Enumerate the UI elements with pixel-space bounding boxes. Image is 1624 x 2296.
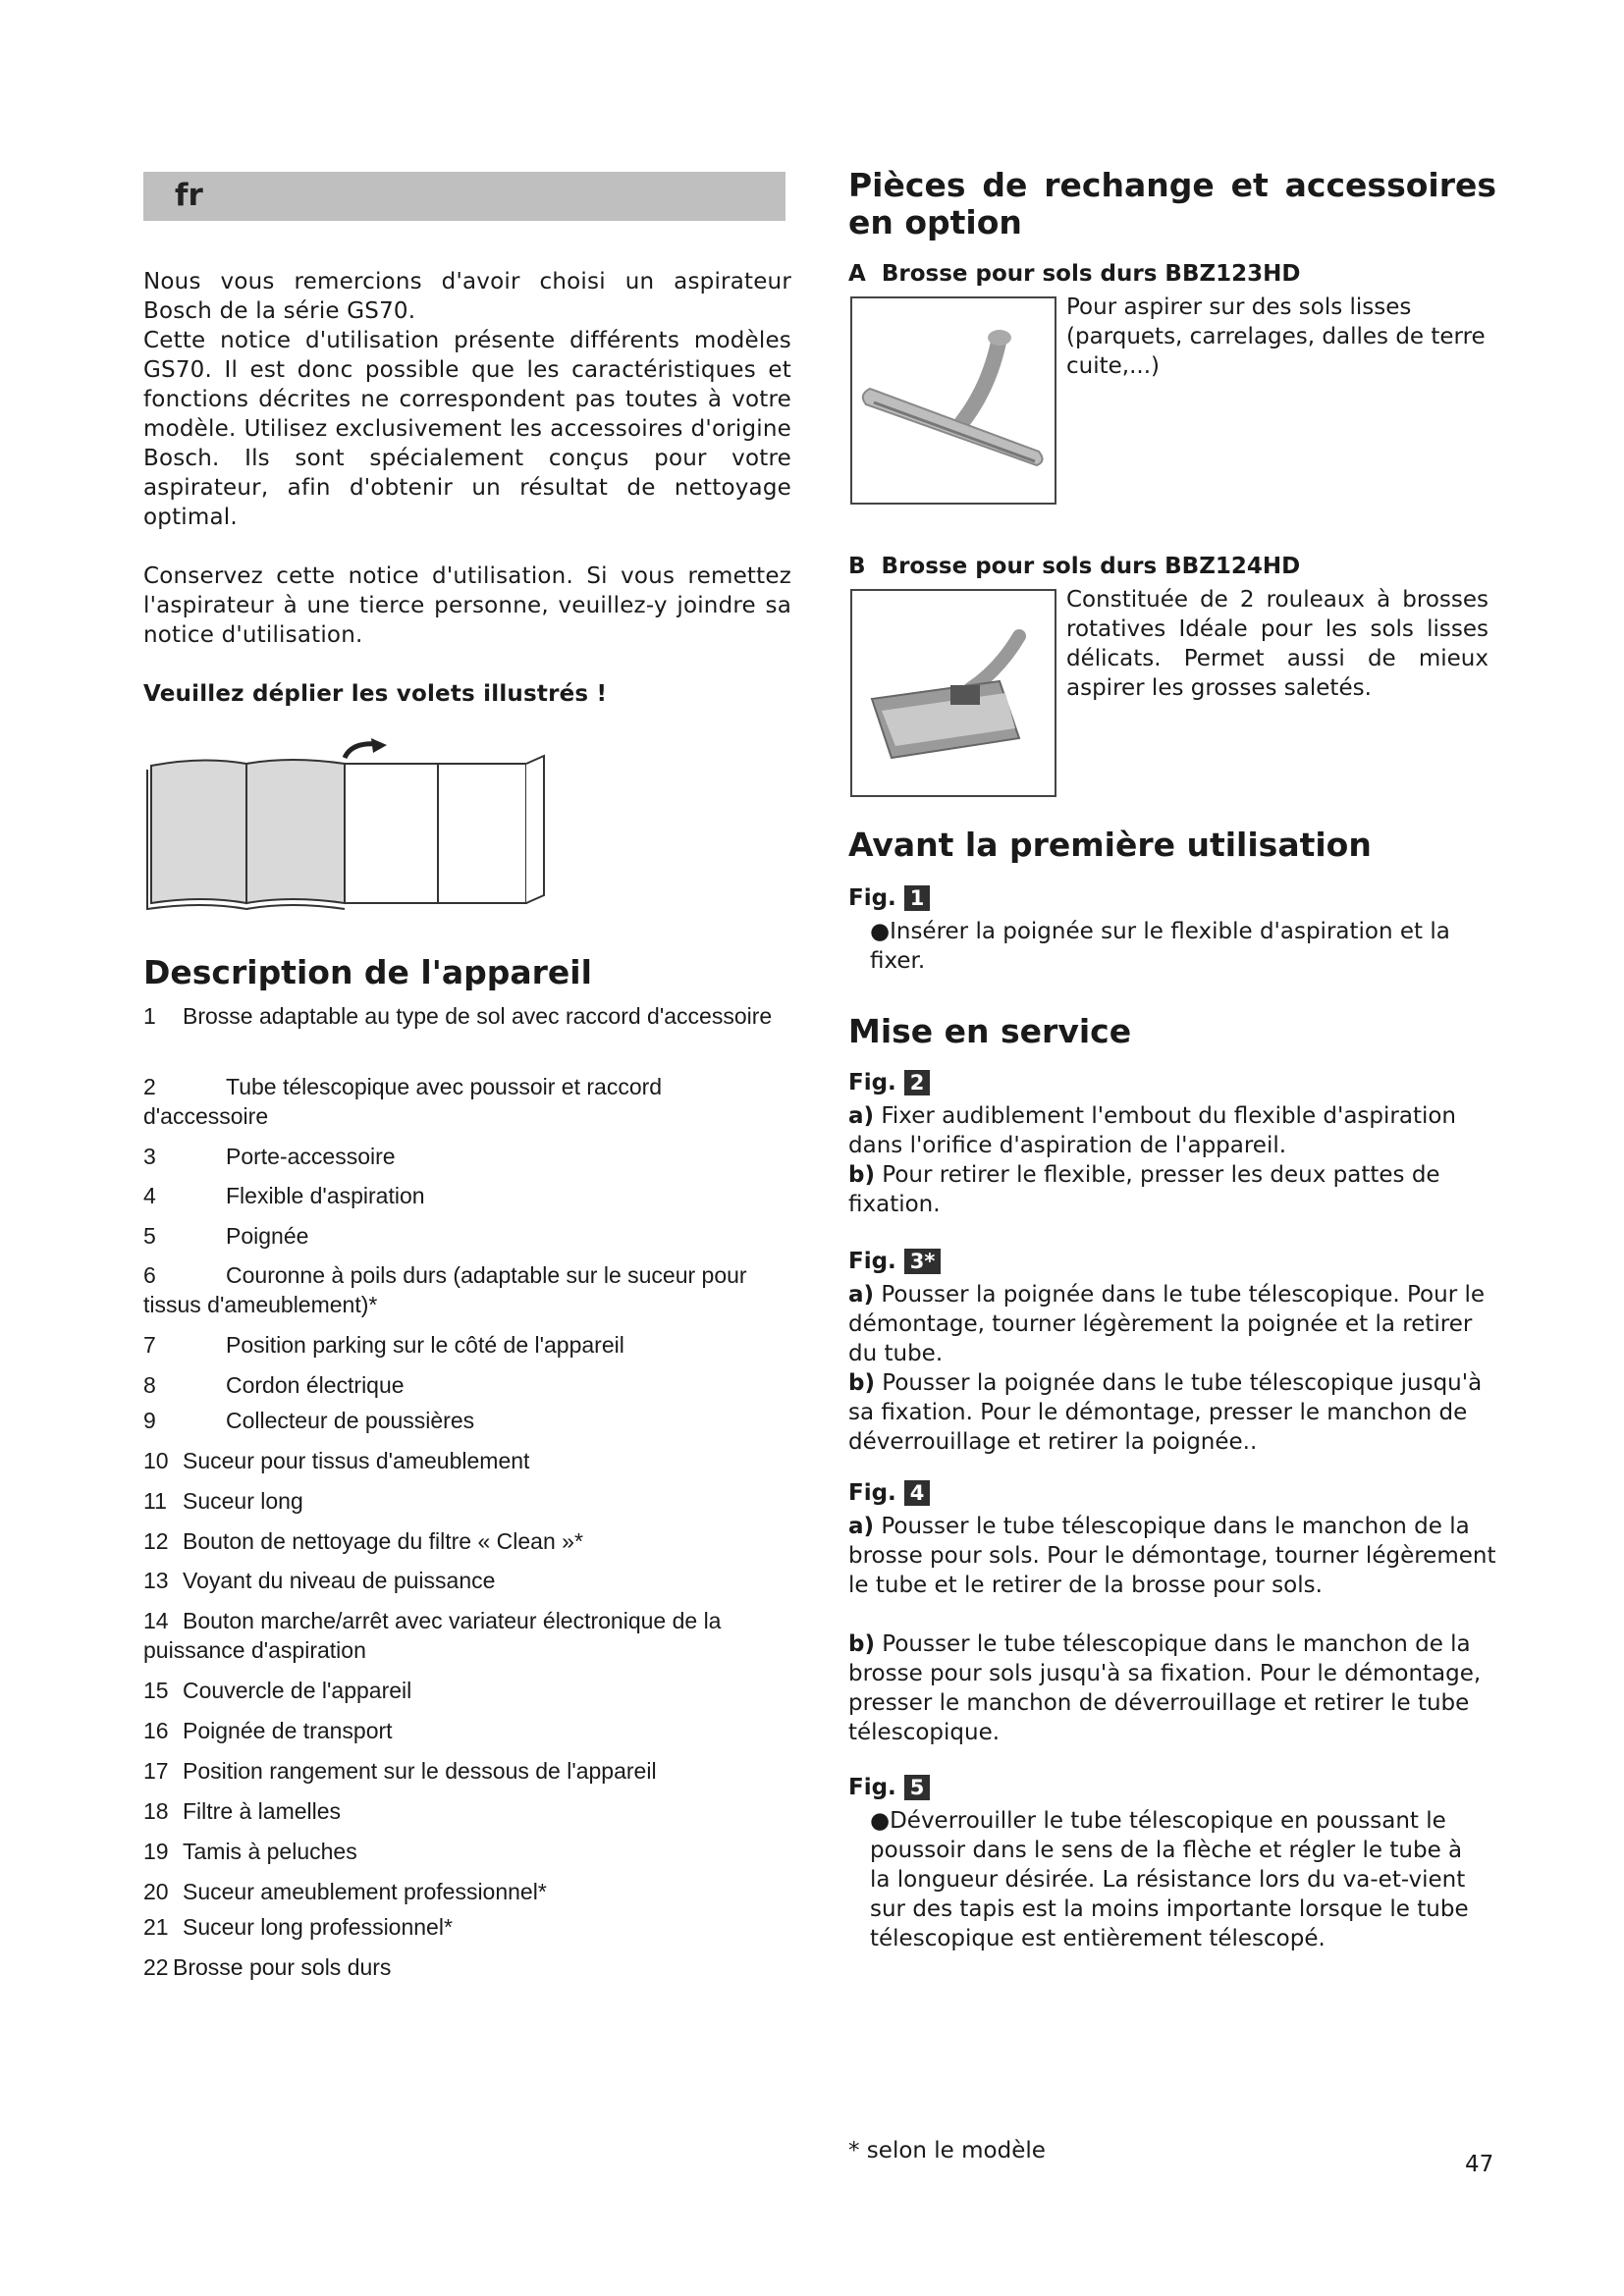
item-text: Filtre à lamelles (183, 1798, 342, 1824)
fig-2-step-a (848, 1101, 1496, 1160)
item-number: 19 (143, 1839, 169, 1864)
fig-number-badge: 1 (904, 885, 931, 911)
list-item (143, 1486, 791, 1516)
bullet-icon: ● (870, 919, 891, 944)
step-letter: a) (848, 1282, 875, 1308)
fig-label-text: Fig. (848, 1480, 896, 1506)
accessory-a-name: Brosse pour sols durs BBZ123HD (881, 261, 1301, 287)
list-item (143, 1446, 791, 1475)
item-number: 7 (143, 1332, 156, 1358)
step-text: Déverrouiller le tube télescopique en poussant le poussoir dans le sens de la flèche et régler le tube à la longueur désirée. La résistance lors du va-et-vient sur des tapis est la moins importante lorsque le tube télescopique est entièrement télescopé. (870, 1808, 1469, 1951)
item-text: Couvercle de l'appareil (183, 1678, 412, 1703)
fig-label-text: Fig. (848, 1775, 896, 1800)
step-text: Pousser la poignée dans le tube télescopique. Pour le démontage, tourner légèrement la poignée et la retirer du tube. (848, 1282, 1486, 1366)
item-text: Tamis à peluches (183, 1839, 357, 1864)
list-item (143, 1756, 791, 1786)
setup-title: Mise en service (848, 1012, 1132, 1050)
list-item (143, 1676, 791, 1705)
item-text: Tube télescopique avec poussoir et raccord d'accessoire (143, 1074, 663, 1129)
item-number: 13 (143, 1568, 169, 1593)
accessory-a-heading (848, 261, 1301, 287)
list-item (143, 1260, 791, 1319)
item-text: Couronne à poils durs (adaptable sur le suceur pour tissus d'ameublement)* (143, 1262, 747, 1317)
item-number: 15 (143, 1678, 169, 1703)
fig-4-step-b (848, 1629, 1496, 1747)
accessory-a-image (850, 296, 1056, 505)
item-number: 16 (143, 1718, 169, 1743)
fig-number-badge: 3* (904, 1249, 942, 1274)
item-text: Poignée de transport (183, 1718, 393, 1743)
step-text: Pousser le tube télescopique dans le manchon de la brosse pour sols jusqu'à sa fixation. Pour le démontage, presser le manchon de déverrouillage et retirer le tube télescopique. (848, 1631, 1482, 1745)
language-code: fr (175, 178, 203, 213)
item-number: 12 (143, 1528, 169, 1554)
accessory-a-letter: A (848, 261, 866, 287)
fig-3-step-b (848, 1368, 1496, 1457)
list-item (143, 1181, 791, 1210)
bullet-icon: ● (870, 1808, 891, 1834)
accessory-b-heading (848, 554, 1300, 579)
fig-1-label (848, 885, 930, 911)
item-text: Brosse adaptable au type de sol avec raccord d'accessoire (183, 1003, 773, 1029)
item-number: 8 (143, 1372, 156, 1398)
fig-2-label (848, 1070, 930, 1095)
list-item (143, 1072, 791, 1131)
fig-label-text: Fig. (848, 885, 896, 911)
step-text: Pousser le tube télescopique dans le manchon de la brosse pour sols. Pour le démontage, tourner légèrement le tube et le retirer de la brosse pour sols. (848, 1514, 1496, 1598)
item-text: Cordon électrique (226, 1372, 405, 1398)
before-use-step (870, 917, 1498, 976)
page-number: 47 (1465, 2152, 1494, 2177)
list-item (143, 1406, 791, 1435)
item-number: 4 (143, 1183, 156, 1208)
item-number: 10 (143, 1448, 169, 1473)
accessory-a-description: Pour aspirer sur des sols lisses (parquets, carrelages, dalles de terre cuite,...) (1066, 294, 1486, 379)
fig-5-label (848, 1775, 930, 1800)
step-letter: b) (848, 1631, 875, 1657)
item-text: Suceur long professionnel* (183, 1914, 453, 1940)
step-letter: b) (848, 1162, 875, 1188)
item-number: 6 (143, 1262, 156, 1288)
item-text: Position rangement sur le dessous de l'appareil (183, 1758, 657, 1784)
list-item (143, 1142, 791, 1171)
language-bar (143, 172, 785, 221)
fig-2-step-b (848, 1160, 1496, 1219)
list-item (143, 1370, 791, 1400)
before-use-title: Avant la première utilisation (848, 826, 1372, 864)
item-text: Voyant du niveau de puissance (183, 1568, 496, 1593)
item-text: Collecteur de poussières (226, 1408, 475, 1433)
intro-paragraph-2: Cette notice d'utilisation présente différents modèles GS70. Il est donc possible que les caractéristiques et fonctions décrites ne correspondent pas toutes à votre modèle. Utilisez exclusivement les accessoires d'origine Bosch. Ils sont spécialement conçus pour votre aspirateur, afin d'obtenir un résultat de nettoyage optimal. (143, 328, 791, 530)
step-letter: b) (848, 1370, 875, 1396)
item-number: 5 (143, 1223, 156, 1249)
fig-4-step-a (848, 1512, 1496, 1600)
item-text: Bouton marche/arrêt avec variateur électronique de la puissance d'aspiration (143, 1608, 722, 1663)
list-item (143, 1330, 791, 1360)
list-item (143, 1877, 791, 1906)
accessory-b-description: Constituée de 2 rouleaux à brosses rotatives Idéale pour les sols lisses délicats. Permet aussi de mieux aspirer les grosses saletés. (1066, 587, 1489, 701)
item-text: Suceur long (183, 1488, 303, 1514)
item-number: 20 (143, 1879, 169, 1904)
booklet-illustration (143, 738, 556, 919)
accessory-b-image (850, 589, 1056, 797)
list-item (143, 1912, 791, 1942)
item-number: 18 (143, 1798, 169, 1824)
item-text: Flexible d'aspiration (226, 1183, 425, 1208)
item-text: Suceur ameublement professionnel* (183, 1879, 547, 1904)
description-list (143, 1001, 791, 1983)
footnote: * selon le modèle (848, 2138, 1046, 2163)
list-item (143, 1716, 791, 1745)
list-item (143, 1837, 791, 1866)
step-letter: a) (848, 1514, 875, 1539)
fig-3-label (848, 1249, 941, 1274)
list-item (143, 1606, 791, 1665)
item-number: 14 (143, 1608, 169, 1633)
intro-section (143, 267, 791, 709)
fig-3-step-a (848, 1280, 1496, 1368)
item-text: Poignée (226, 1223, 309, 1249)
floor-brush-roller-icon (852, 591, 1055, 795)
floor-brush-icon (852, 298, 1055, 503)
item-number: 11 (143, 1488, 167, 1514)
item-number: 2 (143, 1074, 156, 1099)
item-text: Position parking sur le côté de l'appareil (226, 1332, 624, 1358)
accessory-b-letter: B (848, 554, 866, 579)
fig-4-label (848, 1480, 930, 1506)
list-item (143, 1952, 791, 1982)
list-item (143, 1796, 791, 1826)
step-letter: a) (848, 1103, 875, 1129)
fig-number-badge: 5 (904, 1775, 931, 1800)
item-number: 9 (143, 1408, 156, 1433)
fig-label-text: Fig. (848, 1070, 896, 1095)
list-item (143, 1566, 791, 1595)
fig-number-badge: 2 (904, 1070, 931, 1095)
step-text: Insérer la poignée sur le flexible d'aspiration et la fixer. (870, 919, 1450, 974)
list-item (143, 1221, 791, 1251)
fig-label-text: Fig. (848, 1249, 896, 1274)
item-text: Porte-accessoire (226, 1144, 396, 1169)
unfold-note: Veuillez déplier les volets illustrés ! (143, 681, 608, 707)
item-number: 21 (143, 1914, 169, 1940)
item-number: 1 (143, 1003, 156, 1029)
step-text: Fixer audiblement l'embout du flexible d'aspiration dans l'orifice d'aspiration de l'appareil. (848, 1103, 1457, 1158)
item-number: 22 (143, 1954, 169, 1980)
description-title: Description de l'appareil (143, 953, 592, 991)
list-item (143, 1526, 791, 1556)
list-item (143, 1001, 791, 1031)
item-text: Bouton de nettoyage du filtre « Clean »* (183, 1528, 583, 1554)
accessory-b-name: Brosse pour sols durs BBZ124HD (881, 554, 1301, 579)
step-text: Pour retirer le flexible, presser les deux pattes de fixation. (848, 1162, 1440, 1217)
fig-5-step (870, 1806, 1489, 1953)
item-text: Suceur pour tissus d'ameublement (183, 1448, 530, 1473)
accessories-title: Pièces de rechange et accessoires en option (848, 166, 1496, 241)
item-text: Brosse pour sols durs (173, 1954, 392, 1980)
step-text: Pousser la poignée dans le tube télescopique jusqu'à sa fixation. Pour le démontage, presser le manchon de déverrouillage et retirer la poignée.. (848, 1370, 1483, 1455)
intro-paragraph-3: Conservez cette notice d'utilisation. Si vous remettez l'aspirateur à une tierce personne, veuillez-y joindre sa notice d'utilisation. (143, 563, 791, 648)
item-number: 3 (143, 1144, 156, 1169)
intro-paragraph-1: Nous vous remercions d'avoir choisi un aspirateur Bosch de la série GS70. (143, 269, 791, 324)
item-number: 17 (143, 1758, 169, 1784)
fig-number-badge: 4 (904, 1480, 931, 1506)
